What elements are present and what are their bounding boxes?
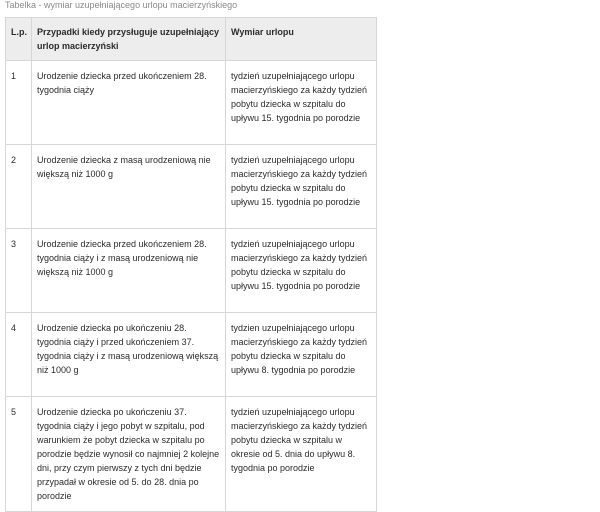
row-number: 3 [6, 229, 32, 313]
row-case: Urodzenie dziecka z masą urodzeniową nie większą niż 1000 g [32, 145, 226, 229]
header-leave: Wymiar urlopu [226, 18, 377, 61]
row-leave: tydzien uzupełniającego urlopu macierzyńskiego za każdy tydzień pobytu dziecka w szpitalu do upływu 8. tygodnia po porodzie [226, 313, 377, 397]
row-number: 2 [6, 145, 32, 229]
row-leave: tydzień uzupełniającego urlopu macierzyńskiego za każdy tydzień pobytu dziecka w szpitalu w okresie od 5. dnia do upływu 8. tygodnia po porodzie [226, 397, 377, 512]
row-case: Urodzenie dziecka po ukończeniu 28. tygodnia ciąży i przed ukończeniem 37. tygodnia ciąży i z masą urodzeniową większą niż 1000 g [32, 313, 226, 397]
table-row [6, 145, 377, 229]
row-number: 5 [6, 397, 32, 512]
row-case: Urodzenie dziecka przed ukończeniem 28. tygodnia ciąży [32, 61, 226, 145]
row-case: Urodzenie dziecka po ukończeniu 37. tygodnia ciąży i jego pobyt w szpitalu, pod warunkiem że pobyt dziecka w szpitalu po porodzie będzie wynosił co najmniej 2 kolejne dni, przy czym pierwszy z tych dni będzie przypadał w okresie od 5. do 28. dnia po porodzie [32, 397, 226, 512]
row-leave: tydzień uzupełniającego urlopu macierzyńskiego za każdy tydzień pobytu dziecka w szpitalu do upływu 15. tygodnia po porodzie [226, 145, 377, 229]
table-row [6, 397, 377, 512]
row-number: 1 [6, 61, 32, 145]
maternity-leave-table [5, 17, 377, 512]
row-case: Urodzenie dziecka przed ukończeniem 28. tygodnia ciąży i z masą urodzeniową nie większą niż 1000 g [32, 229, 226, 313]
table-row [6, 229, 377, 313]
row-leave: tydzień uzupełniającego urlopu macierzyńskiego za każdy tydzień pobytu dziecka w szpitalu do upływu 15. tygodnia po porodzie [226, 229, 377, 313]
header-lp: L.p. [6, 18, 32, 61]
header-cases: Przypadki kiedy przysługuje uzupełniający urlop macierzyński [32, 18, 226, 61]
table-header-row [6, 18, 377, 61]
row-number: 4 [6, 313, 32, 397]
table-row [6, 61, 377, 145]
table-row [6, 313, 377, 397]
row-leave: tydzień uzupełniającego urlopu macierzyńskiego za każdy tydzień pobytu dziecka w szpitalu do upływu 15. tygodnia po porodzie [226, 61, 377, 145]
table-caption: Tabelka - wymiar uzupełniającego urlopu macierzyńskiego [5, 0, 238, 10]
